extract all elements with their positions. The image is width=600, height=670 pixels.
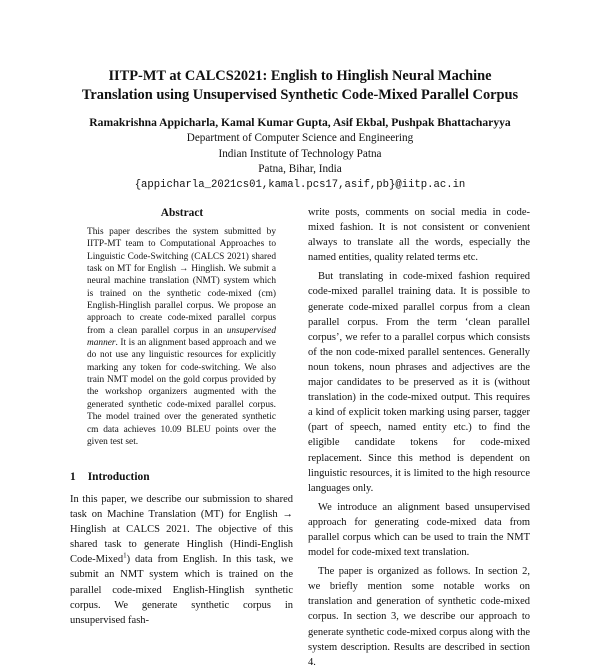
paragraph: But translating in code-mixed fashion required code-mixed parallel training data. It is possible to generate code-mixed parallel corpus from a clean parallel corpus. From the term ‘clean parallel corpus’, we refer to a parallel corpus which consists of the non code-mixed parallel sentences. Generally noun tokens, noun phrases and adjectives are the major candidates to be preserved as it is (without translation) in the code-mixed output. This requires a kind of explicit token marking using parser, tagger (part of speech, named entity etc.) to find the eligible candidate tokens for code-mixed replacement. Since this method is dependent on linguistic resources, it is limited to the high resource languages only.: [308, 271, 530, 494]
title-line-2: Translation using Unsupervised Synthetic Code-Mixed Parallel Corpus: [81, 87, 519, 103]
department: Department of Computer Science and Engineering: [186, 132, 414, 144]
affiliation: [0, 131, 600, 193]
abstract-emphasis: unsupervised manner: [87, 325, 276, 349]
section-heading-introduction: [70, 471, 150, 483]
abstract-text-part-2: . It is an alignment based approach and we do not use any linguistic resources for explicitly marking any token for code-switching. We also train NMT model on the gold corpus provided by the workshop organizers augmented with the generated synthetic code-mixed parallel corpus. The model trained over the generated synthetic cm data achieves 10.09 BLEU points over the given test set.: [87, 338, 276, 447]
footnote-mark[interactable]: 1: [123, 551, 127, 560]
paper-title: [0, 67, 600, 105]
institute: Indian Institute of Technology Patna: [218, 147, 382, 160]
abstract-heading: Abstract: [160, 207, 204, 219]
introduction-text: [70, 492, 293, 628]
paragraph: The paper is organized as follows. In section 2, we briefly mention some notable works on translation and generation of synthetic code-mixed corpus. In section 3, we describe our approach to generate synthetic code-mixed corpus along with the system description. Results are described in section 4.: [308, 566, 530, 668]
author-list: Ramakrishna Appicharla, Kamal Kumar Gupta, Asif Ekbal, Pushpak Bhattacharyya: [89, 116, 511, 129]
paragraph: We introduce an alignment based unsupervised approach for generating code-mixed data from parallel corpus which can be used to train the NMT model for code-mixed text translation.: [308, 501, 530, 559]
location: Patna, Bihar, India: [258, 163, 342, 175]
section-title: Introduction: [87, 471, 150, 483]
author-emails: {appicharla_2021cs01,kamal.pcs17,asif,pb}@iitp.ac.in: [134, 178, 466, 191]
paragraph: write posts, comments on social media in code-mixed fashion. It is not consistent or convenient always to translate all the words, especially the named entities, quality related terms etc.: [308, 207, 530, 264]
introduction-text-part-1: In this paper, we describe our submission to shared task on Machine Translation (MT) for English → Hinglish at CALCS 2021. The objective of this shared task to generate Hinglish (Hindi-English Code-Mixed: [70, 494, 293, 566]
section-number: 1: [70, 471, 76, 483]
introduction-text-part-2: ) data from English. In this task, we submit an NMT system which is trained on the parallel code-mixed English-Hinglish synthetic corpus. We generate synthetic corpus in unsupervised fash-: [70, 554, 293, 626]
abstract-text-part-1: This paper describes the system submitted by IITP-MT team to Computational Approaches to Linguistic Code-Switching (CALCS 2021) shared task on MT for English → Hinglish. We submit a neural machine translation (NMT) system which is trained on the synthetic code-mixed (cm) English-Hinglish parallel corpus. We propose an approach to create code-mixed parallel corpus from a clean parallel corpus in an: [87, 227, 276, 336]
title-line-1: IITP-MT at CALCS2021: English to Hinglish Neural Machine: [108, 68, 492, 84]
abstract-text: [87, 226, 276, 448]
right-column: [308, 205, 530, 670]
